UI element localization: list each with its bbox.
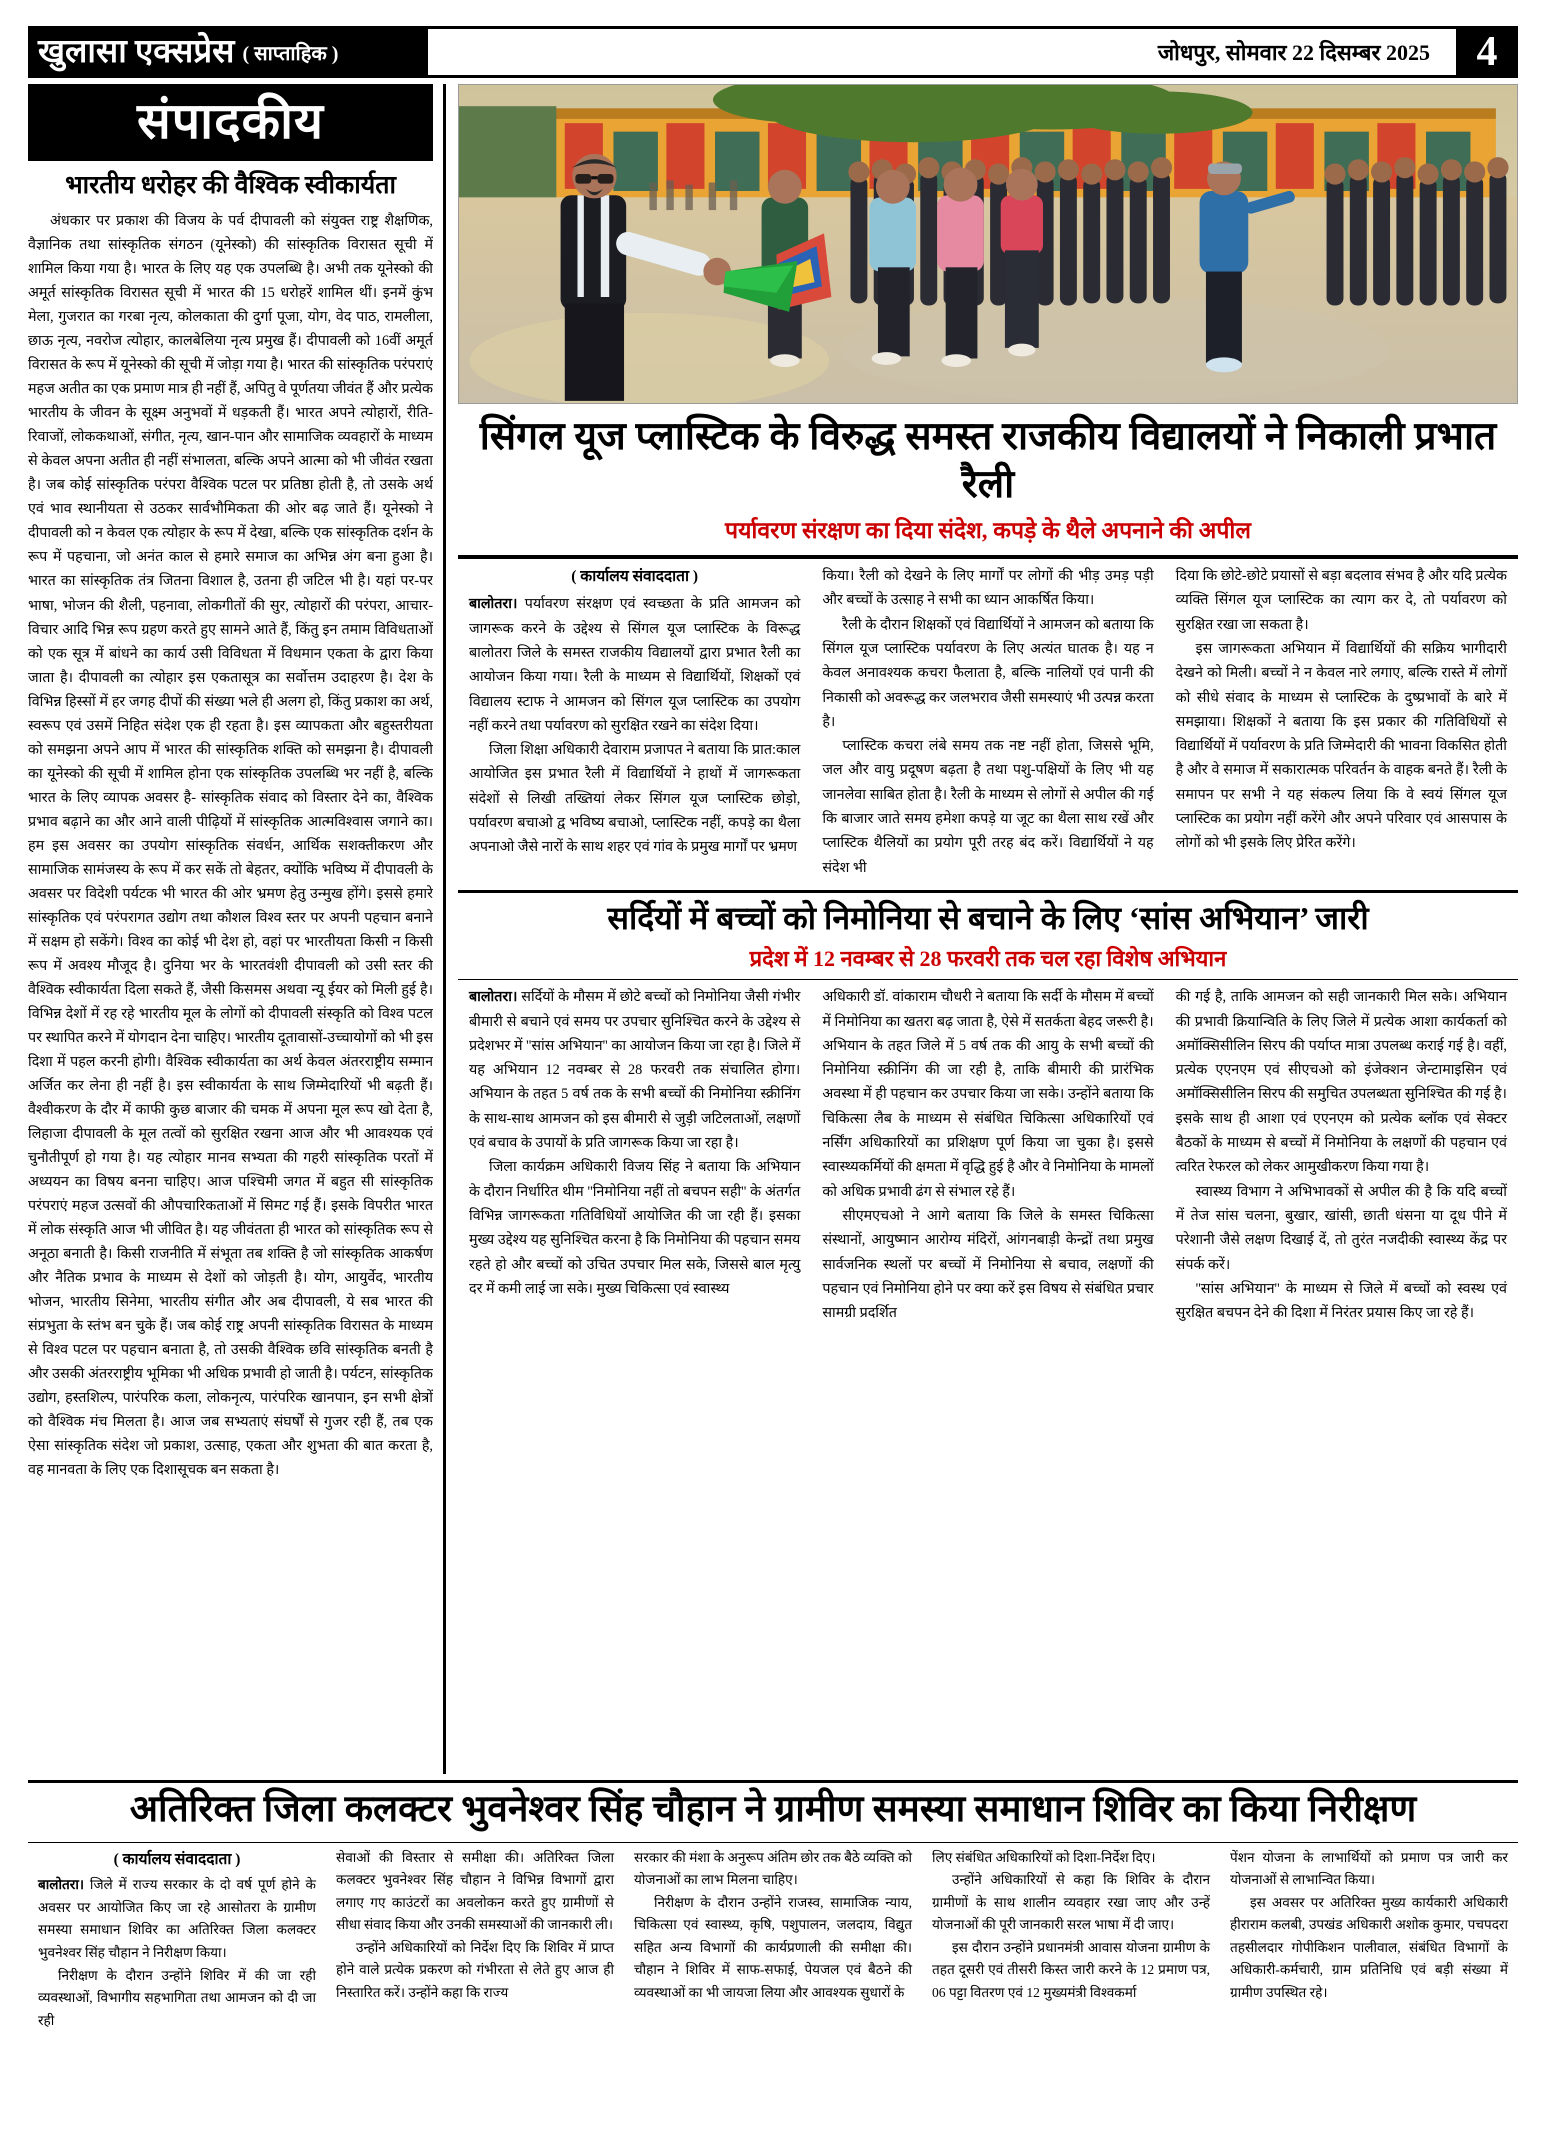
article1-para: दिया कि छोटे-छोटे प्रयासों से बड़ा बदलाव संभव है और यदि प्रत्येक व्यक्ति सिंगल यूज प्लास्टिक का त्याग कर दे, तो पर्यावरण को सुरक्षित रखा जा सकता है। bbox=[1175, 568, 1507, 633]
article2-dateline: बालोतरा। bbox=[469, 989, 518, 1006]
article2-subhead: प्रदेश में 12 नवम्बर से 28 फरवरी तक चल रहा विशेष अभियान bbox=[749, 946, 1227, 972]
article1-col-2 bbox=[811, 564, 1164, 880]
article3-byline: ( कार्यालय संवाददाता ) bbox=[113, 1850, 241, 1868]
rally-photo-graphic bbox=[459, 85, 1517, 403]
publication-date: जोधपुर, सोमवार 22 दिसम्बर 2025 bbox=[1157, 40, 1430, 65]
newspaper-logo bbox=[28, 29, 428, 75]
article2-para-text: सर्दियों के मौसम में छोटे बच्चों को निमोनिया जैसी गंभीर बीमारी से बचाने एवं समय पर उपचार सुनिश्चित करने के उद्देश्य से प्रदेशभर में ''सांस अभियान'' का आयोजन किया जा रहा है। जिले में यह अभियान 12 नवम्बर से 28 फरवरी तक संचालित होगा। अभियान के तहत 5 वर्ष तक के सभी बच्चों की निमोनिया स्क्रीनिंग के साथ-साथ आमजन को इस बीमारी से जुड़ी जटिलताओं, लक्षणों एवं बचाव के उपायों के प्रति जागरूक किया जा रहा है। bbox=[469, 989, 801, 1152]
article1-para: जिला शिक्षा अधिकारी देवाराम प्रजापत ने बताया कि प्रात:काल आयोजित इस प्रभात रैली में विद्यार्थियों ने हाथों में जागरूकता संदेशों से लिखी तख्तियां लेकर सिंगल यूज प्लास्टिक छोड़ो, पर्यावरण बचाओ द्व भविष्य बचाओ, प्लास्टिक नहीं, कपड़े का थैला अपनाओ जैसे नारों के साथ शहर एवं गांव के प्रमुख मार्गों पर भ्रमण bbox=[469, 742, 801, 856]
article3-col-4 bbox=[922, 1847, 1220, 2033]
article1-subhead: पर्यावरण संरक्षण का दिया संदेश, कपड़े के थैले अपनाने की अपील bbox=[725, 518, 1251, 544]
article1-para: इस जागरूकता अभियान में विद्यार्थियों की सक्रिय भागीदारी देखने को मिली। बच्चों ने न केवल नारे लगाए, बल्कि रास्ते में लोगों को सीधे संवाद के माध्यम से प्लास्टिक के दुष्प्रभावों के बारे में समझाया। शिक्षकों ने बताया कि इस प्रकार की गतिविधियों से विद्यार्थियों में पर्यावरण के प्रति जिम्मेदारी की भावना विकसित होती है और वे समाज में सकारात्मक परिवर्तन के वाहक बनते हैं। रैली के समापन पर सभी ने यह संकल्प लिया कि वे स्वयं सिंगल यूज प्लास्टिक का प्रयोग नहीं करेंगे और अपने परिवार एवं आसपास के लोगों को भी इसके लिए प्रेरित करेंगे। bbox=[1175, 640, 1507, 852]
article3-para: इस अवसर पर अतिरिक्त मुख्य कार्यकारी अधिकारी हीराराम कलबी, उपखंड अधिकारी अशोक कुमार, पचपदरा तहसीलदार गोपीकिशन पालीवाल, संबंधित विभागों के अधिकारी-कर्मचारी, ग्राम प्रतिनिधि एवं बड़ी संख्या में ग्रामीण उपस्थित रहे। bbox=[1230, 1894, 1508, 2000]
article3-para: सरकार की मंशा के अनुरूप अंतिम छोर तक बैठे व्यक्ति को योजनाओं का लाभ मिलना चाहिए। bbox=[634, 1849, 912, 1888]
newspaper-frequency: ( साप्ताहिक ) bbox=[242, 42, 339, 65]
article3-col-5 bbox=[1220, 1847, 1518, 2033]
article1-dateline: बालोतरा। bbox=[469, 596, 518, 613]
editorial-paragraph: अंधकार पर प्रकाश की विजय के पर्व दीपावली को संयुक्त राष्ट्र शैक्षणिक, वैज्ञानिक तथा सांस्कृतिक संगठन (यूनेस्को) की सांस्कृतिक विरासत सूची में शामिल किया गया है। भारत के लिए यह एक उपलब्धि है। अभी तक यूनेस्को की अमूर्त सांस्कृतिक विरासत सूची में भारत की 15 धरोहरें शामिल थीं। इनमें कुंभ मेला, गुजरात का गरबा नृत्य, कोलकाता की दुर्गा पूजा, योग, वेद पाठ, रामलीला, छाऊ नृत्य, नवरोज त्योहार, कालबेलिया नृत्य प्रमुख हैं। दीपावली को 16वीं अमूर्त विरासत के रूप में यूनेस्को की सूची में जोड़ा गया है। भारत की सांस्कृतिक परंपराएं महज अतीत का एक प्रमाण मात्र ही नहीं हैं, अपितु वे पूर्णतया जीवंत हैं और प्रत्येक भारतीय के जीवन के सूक्ष्म अनुभवों में धड़कती हैं। भारत अपने त्योहारों, रीति-रिवाजों, लोककथाओं, संगीत, नृत्य, खान-पान और सामाजिक व्यवहारों के माध्यम से केवल अपना अतीत ही नहीं संभालता, बल्कि अपने आत्मा को भी जीवंत रखता है। जब कोई सांस्कृतिक परंपरा वैश्विक पटल पर प्रतिष्ठा होती है, तो उसके अर्थ एवं भाव स्थानीयता से उठकर सार्वभौमिकता की ओर बढ़ जाते हैं। यूनेस्को ने दीपावली को न केवल एक त्योहार के रूप में देखा, बल्कि एक सांस्कृतिक दर्शन के रूप में पहचाना, जो अनंत काल से हमारे समाज का अभिन्न अंग बना हुआ है। भारत का सांस्कृतिक तंत्र जितना विशाल है, उतना ही जटिल भी है। यहां पर-पर भाषा, भोजन की शैली, पहनावा, लोकगीतों की सुर, त्योहारों की परंपरा, आचार-विचार आदि भिन्न रूप ग्रहण करते हुए सामने आते हैं, किंतु इन तमाम विविधताओं को एक सूत्र में बांधने का कार्य उसी विविधता में विधमान एकता के द्वारा किया जाता है। दीपावली का त्योहार इस एकतासूत्र का सर्वोत्तम उदाहरण है। देश के विभिन्न हिस्सों में हर जगह दीपों की संख्या भले ही अलग हो, किंतु प्रकाश का अर्थ, स्वरूप एवं उसमें निहित संदेश एक ही रहता है। इस व्यापकता और बहुस्तरीयता को समझना अपने आप में भारत की सांस्कृतिक शक्ति को समझना है। दीपावली का यूनेस्को की सूची में शामिल होना एक सांस्कृतिक उपलब्धि भर नहीं है, बल्कि भारत के लिए व्यापक अवसर है- सांस्कृतिक संवाद को विस्तार देने का, वैश्विक प्रभाव बढ़ाने का और आने वाली पीढ़ियों में सांस्कृतिक आत्मविश्वास जगाने का। हम इस अवसर का उपयोग सांस्कृतिक संवर्धन, आर्थिक सशक्तीकरण और सामाजिक सामंजस्य के रूप में कर सकें तो बेहतर, क्योंकि भविष्य में दीपावली के अवसर पर विदेशी पर्यटक भी भारत की ओर भ्रमण हेतु उन्मुख होंगे। इससे हमारे सांस्कृतिक एवं परंपरागत उद्योग तथा कौशल विश्व स्तर पर अपनी पहचान बनाने में सक्षम हो सकेंगे। विश्व का कोई भी देश हो, वहां पर भारतीयता किसी न किसी रूप में अवश्य मौजूद है। दुनिया भर के भारतवंशी दीपावली को उसी स्तर की वैश्विक स्वीकार्यता दिला सकते हैं, जैसी किसमस अथवा न्यू ईयर को मिली हुई है। विभिन्न देशों में रह रहे भारतीय मूल के लोगों को दीपावली संस्कृति को विश्व पटल पर स्थापित करने में योगदान देना चाहिए। भारतीय दूतावासों-उच्चायोगों को भी इस दिशा में पहल करनी होगी। वैश्विक स्वीकार्यता का अर्थ केवल अंतरराष्ट्रीय सम्मान अर्जित कर लेना ही नहीं है। इस स्वीकार्यता के साथ जिम्मेदारियों भी बढ़ती हैं। वैश्वीकरण के दौर में काफी कुछ बाजार की चमक में अपना मूल रूप खो देता है, लिहाजा दीपावली के मूल तत्वों को सुरक्षित रखना आज और भी आवश्यक एवं चुनौतीपूर्ण हो गया है। यह त्योहार मानव सभ्यता की गहरी सांस्कृतिक परतों में अध्ययन का विषय बनना चाहिए। आज पश्चिमी जगत में बहुत सी सांस्कृतिक परंपराएं महज उत्सवों की औपचारिकताओं में सिमट गई हैं। इसके विपरीत भारत में लोक संस्कृति आज भी जीवित है। यह जीवंतता ही भारत को सांस्कृतिक रूप से अनूठा बनाती है। किसी राजनीति में संभूता तब शक्ति है जो सांस्कृतिक आकर्षण और नैतिक प्रभाव के माध्यम से देशों को जोड़ती है। योग, आयुर्वेद, भारतीय भोजन, भारतीय सिनेमा, भारतीय संगीत और अब दीपावली, ये सब भारत की संप्रभुता के स्तंभ बन चुके हैं। जब कोई राष्ट्र अपनी सांस्कृतिक विरासत के माध्यम से विश्व पटल पर पहचान बनाता है, तो उसकी वैश्विक छवि सांस्कृतिक बनती है और उसकी अंतरराष्ट्रीय भूमिका भी अधिक प्रभावी हो जाती है। पर्यटन, सांस्कृतिक उद्योग, हस्तशिल्प, पारंपरिक कला, लोकनृत्य, पारंपरिक खानपान, इन सभी क्षेत्रों को वैश्विक मंच मिलता है। आज जब सभ्यताएं संघर्षों से गुजर रही हैं, तब एक ऐसा सांस्कृतिक संदेश जो प्रकाश, उत्साह, एकता और शुभता की बात करता है, वह मानवता के लिए एक दिशासूचक बन सकता है। bbox=[28, 213, 433, 1479]
article2-col-1 bbox=[458, 985, 811, 1325]
article1-para bbox=[469, 592, 800, 738]
article1-para: किया। रैली को देखने के लिए मार्गों पर लोगों की भीड़ उमड़ पड़ी और बच्चों के उत्साह ने सभी का ध्यान आकर्षित किया। bbox=[822, 568, 1154, 609]
article3-headline: अतिरिक्त जिला कलक्टर भुवनेश्वर सिंह चौहान ने ग्रामीण समस्या समाधान शिविर का किया निरीक्षण bbox=[129, 1789, 1417, 1830]
article2 bbox=[458, 888, 1518, 1326]
article1-columns bbox=[458, 564, 1518, 880]
article2-col-2 bbox=[811, 985, 1164, 1325]
article2-para: सीएमएचओ ने आगे बताया कि जिले के समस्त चिकित्सा संस्थानों, आयुष्मान आरोग्य मंदिरों, आंगनबाड़ी केन्द्रों तथा प्रमुख सार्वजनिक स्थलों पर बच्चों में निमोनिया से बचाव, लक्षणों की पहचान एवं निमोनिया होने पर क्या करें इस विषय से संबंधित प्रचार सामग्री प्रदर्शित bbox=[822, 1207, 1154, 1322]
article2-para bbox=[469, 985, 800, 1155]
masthead bbox=[28, 26, 1518, 78]
article3-col-2 bbox=[326, 1847, 624, 2033]
editorial-banner: संपादकीय bbox=[28, 84, 433, 161]
article1-col-3 bbox=[1165, 564, 1518, 880]
article1-headline: सिंगल यूज प्लास्टिक के विरुद्ध समस्त राजकीय विद्यालयों ने निकाली प्रभात रैली bbox=[479, 415, 1497, 506]
article3-para bbox=[38, 1874, 316, 1964]
article3-col-3 bbox=[624, 1847, 922, 2033]
article1-col-1 bbox=[458, 564, 811, 880]
article2-para: की गई है, ताकि आमजन को सही जानकारी मिल सके। अभियान की प्रभावी क्रियान्विति के लिए जिले में प्रत्येक आशा कार्यकर्ता को अमॉक्सिसीलिन सिरप की पर्याप्त मात्रा उपलब्ध कराई गई है। वहीं, प्रत्येक एएनएम एवं सीएचओ को इंजेक्शन जेन्टामाइसिन एवं अमॉक्सिसीलिन सिरप की समुचित उपलब्धता सुनिश्चित की गई है। इसके साथ ही आशा एवं एएनएम को प्रत्येक ब्लॉक एवं सेक्टर बैठकों के माध्यम से बच्चों में निमोनिया के लक्षणों की पहचान एवं त्वरित रेफरल को लेकर आमुखीकरण किया गया है। bbox=[1175, 989, 1507, 1176]
article2-rule-bottom bbox=[458, 979, 1518, 980]
article3-para: पेंशन योजना के लाभार्थियों को प्रमाण पत्र जारी कर योजनाओं से लाभान्वित किया। bbox=[1230, 1849, 1508, 1888]
newspaper-name: खुलासा एक्सप्रेस bbox=[38, 33, 235, 70]
article1-para-text: पर्यावरण संरक्षण एवं स्वच्छता के प्रति आमजन को जागरूक करने के उद्देश्य से सिंगल यूज प्लास्टिक के विरूद्ध बालोतरा जिले के समस्त राजकीय विद्यालयों द्वारा प्रभात रैली का आयोजन किया गया। रैली के माध्यम से विद्यार्थियों, शिक्षकों एवं विद्यालय स्टाफ ने आमजन को सिंगल यूज प्लास्टिक का उपयोग नहीं करने तथा पर्यावरण को सुरक्षित रखने का संदेश दिया। bbox=[469, 596, 801, 734]
editorial-column bbox=[28, 84, 446, 1774]
article2-para: जिला कार्यक्रम अधिकारी विजय सिंह ने बताया कि अभियान के दौरान निर्धारित थीम ''निमोनिया नहीं तो बचपन सही'' के अंतर्गत विभिन्न जागरूकता गतिविधियों आयोजित की जा रही हैं। इसका मुख्य उद्देश्य यह सुनिश्चित करना है कि निमोनिया की पहचान समय रहते हो और बच्चों को उचित उपचार मिल सके, जिससे बाल मृत्यु दर में कमी लाई जा सके। मुख्य चिकित्सा एवं स्वास्थ्य bbox=[469, 1159, 801, 1297]
article3-para: निरीक्षण के दौरान उन्होंने राजस्व, सामाजिक न्याय, चिकित्सा एवं स्वास्थ्य, कृषि, पशुपालन, जलदाय, विद्युत सहित अन्य विभागों की कार्यप्रणाली की समीक्षा की। चौहान ने शिविर में साफ-सफाई, पेयजल एवं बैठने की व्यवस्थाओं का भी जायजा लिया और आवश्यक सुधारों के bbox=[634, 1894, 912, 2000]
top-content-area bbox=[28, 84, 1518, 1774]
article1-byline: ( कार्यालय संवाददाता ) bbox=[571, 568, 699, 586]
article3-para: इस दौरान उन्होंने प्रधानमंत्री आवास योजना ग्रामीण के तहत दूसरी एवं तीसरी किस्त जारी करने के 12 प्रमाण पत्र, 06 पट्टा वितरण एवं 12 मुख्यमंत्री विश्वकर्मा bbox=[932, 1939, 1210, 2000]
article2-columns bbox=[458, 985, 1518, 1325]
article1-para: रैली के दौरान शिक्षकों एवं विद्यार्थियों ने आमजन को बताया कि सिंगल यूज प्लास्टिक पर्यावरण के लिए अत्यंत घातक है। यह न केवल अनावश्यक कचरा फैलाता है, बल्कि नालियों एवं पानी की निकासी को अवरूद्ध कर जलभराव जैसी समस्याएं भी उत्पन्न करता है। bbox=[822, 616, 1154, 730]
masthead-date-area bbox=[428, 29, 1456, 75]
article2-para: ''सांस अभियान'' के माध्यम से जिले में बच्चों को स्वस्थ एवं सुरक्षित बचपन देने की दिशा में निरंतर प्रयास किए जा रहे हैं। bbox=[1175, 1280, 1507, 1322]
article3-para: उन्होंने अधिकारियों को निर्देश दिए कि शिविर में प्राप्त होने वाले प्रत्येक प्रकरण को गंभीरता से लेते हुए आज ही निस्तारित करें। उन्होंने कहा कि राज्य bbox=[336, 1939, 614, 2000]
rally-photo bbox=[458, 84, 1518, 404]
article3-columns bbox=[28, 1847, 1518, 2033]
article3-para: सेवाओं की विस्तार से समीक्षा की। अतिरिक्त जिला कलक्टर भुवनेश्वर सिंह चौहान ने विभिन्न विभागों द्वारा लगाए गए काउंटरों का अवलोकन करते हुए ग्रामीणों से सीधा संवाद किया और उनकी समस्याओं की जानकारी ली। bbox=[336, 1849, 614, 1933]
editorial-body bbox=[28, 209, 433, 1774]
news-column bbox=[446, 84, 1518, 1774]
article2-para: अधिकारी डॉ. वांकाराम चौधरी ने बताया कि सर्दी के मौसम में बच्चों में निमोनिया का खतरा बढ़ जाता है, ऐसे में सतर्कता बेहद जरूरी है। अभियान के तहत जिले में 5 वर्ष तक की आयु के सभी बच्चों की निमोनिया स्क्रीनिंग की जा रही है, ताकि बीमारी की प्रारंभिक अवस्था में ही पहचान कर उपचार किया जा सके। उन्होंने बताया कि चिकित्सा लैब के माध्यम से संबंधित चिकित्सा अधिकारियों एवं नर्सिंग अधिकारियों का प्रशिक्षण पूर्ण किया जा चुका है। इससे स्वास्थ्यकर्मियों की क्षमता में वृद्धि हुई है और वे निमोनिया के मामलों को अधिक प्रभावी ढंग से संभाल रहे हैं। bbox=[822, 989, 1154, 1200]
article3-para: निरीक्षण के दौरान उन्होंने शिविर में की जा रही व्यवस्थाओं, विभागीय सहभागिता तथा आमजन को दी जा रही bbox=[38, 1967, 316, 2028]
article3-dateline: बालोतरा। bbox=[38, 1877, 85, 1893]
article2-col-3 bbox=[1165, 985, 1518, 1325]
article3-col-1 bbox=[28, 1847, 326, 2033]
article3-para-text: जिले में राज्य सरकार के दो वर्ष पूर्ण होने के अवसर पर आयोजित किए जा रहे आसोतरा के ग्रामीण समस्या समाधान शिविर का अतिरिक्त जिला कलक्टर भुवनेश्वर सिंह चौहान ने निरीक्षण किया। bbox=[38, 1877, 316, 1960]
article1-para: प्लास्टिक कचरा लंबे समय तक नष्ट नहीं होता, जिससे भूमि, जल और वायु प्रदूषण बढ़ता है तथा पशु-पक्षियों के लिए भी यह जानलेवा साबित होता है। रैली के माध्यम से लोगों से अपील की गई कि बाजार जाते समय हमेशा कपड़े या जूट का थैला साथ रखें और प्लास्टिक थैलियों का प्रयोग पूरी तरह बंद करें। विद्यार्थियों ने यह संदेश भी bbox=[822, 738, 1154, 876]
article2-para: स्वास्थ्य विभाग ने अभिभावकों से अपील की है कि यदि बच्चों में तेज सांस चलना, बुखार, खांसी, छाती धंसना या दूध पीने में परेशानी जैसे लक्षण दिखाई दें, तो तुरंत नजदीकी स्वास्थ्य केंद्र पर संपर्क करें। bbox=[1175, 1183, 1507, 1273]
article3-para: उन्होंने अधिकारियों से कहा कि शिविर के दौरान ग्रामीणों के साथ शालीन व्यवहार रखा जाए और उन्हें योजनाओं की पूरी जानकारी सरल भाषा में दी जाए। bbox=[932, 1872, 1210, 1933]
article3-rule-bottom bbox=[28, 1842, 1518, 1843]
article2-headline: सर्दियों में बच्चों को निमोनिया से बचाने के लिए ‘सांस अभियान’ जारी bbox=[607, 899, 1369, 936]
article3-para: लिए संबंधित अधिकारियों को दिशा-निर्देश दिए। bbox=[932, 1849, 1156, 1865]
page-number: 4 bbox=[1456, 29, 1518, 75]
editorial-headline: भारतीय धरोहर की वैश्विक स्वीकार्यता bbox=[65, 172, 396, 199]
article1-rule-bottom bbox=[458, 558, 1518, 559]
